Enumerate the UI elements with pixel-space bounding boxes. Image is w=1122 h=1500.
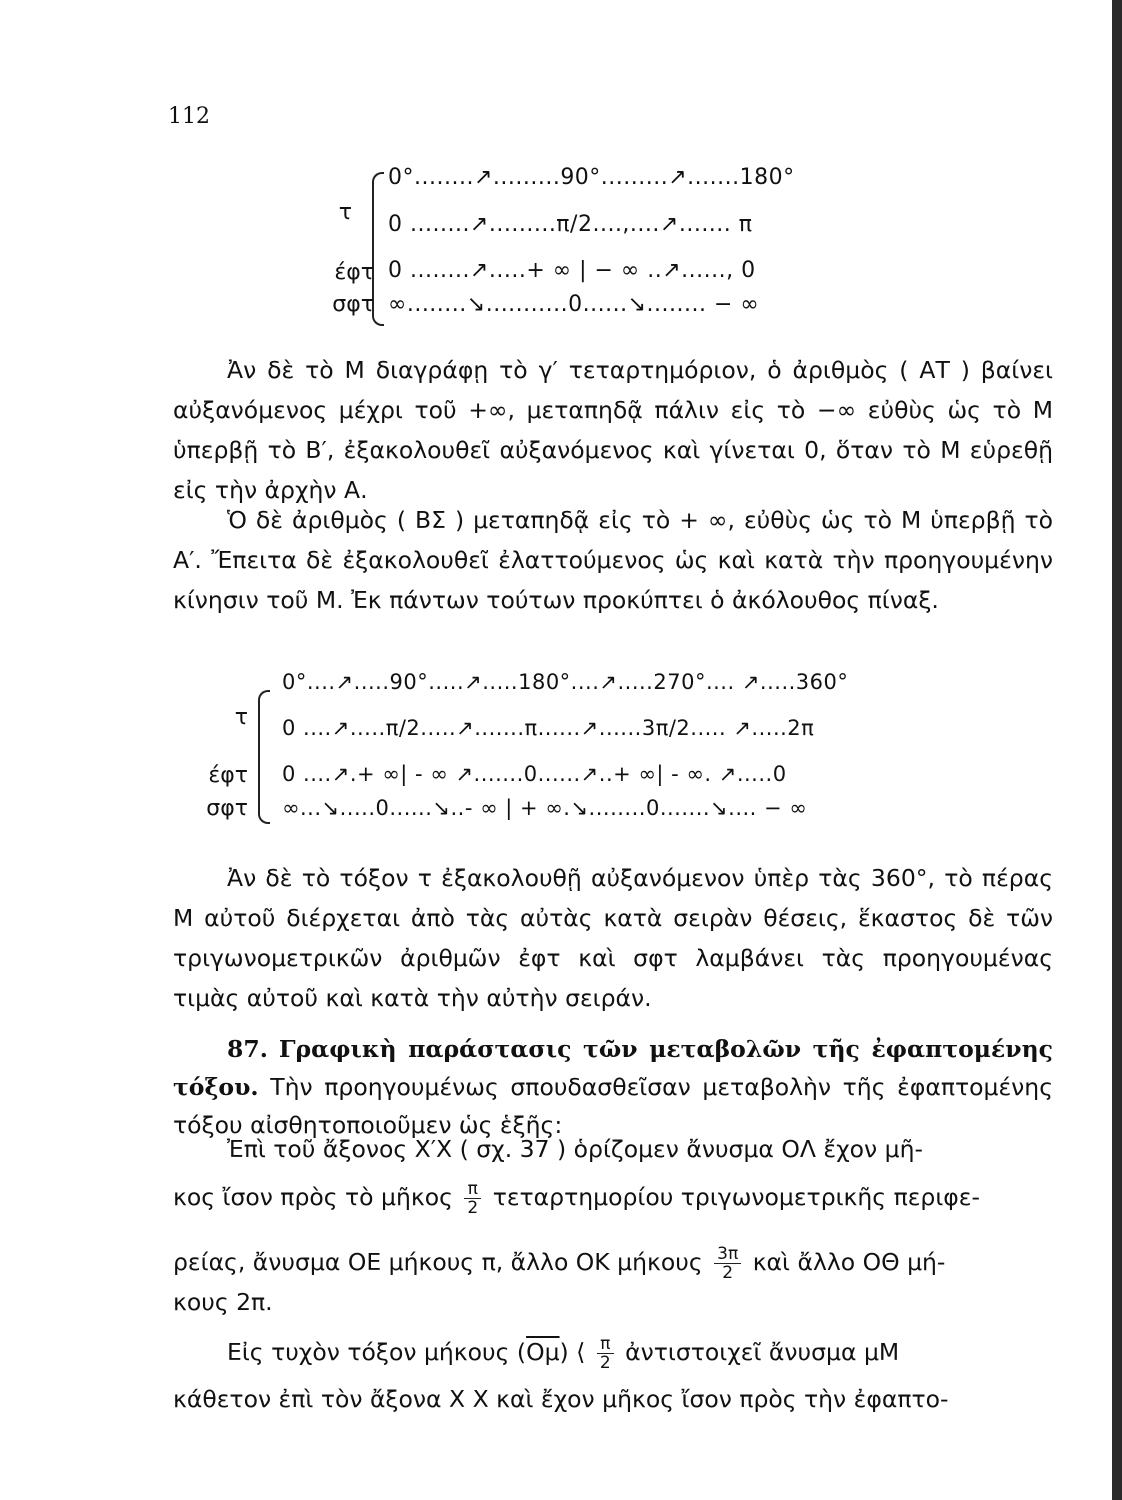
section-text: Τὴν προηγουμένως σπουδασθεῖσαν μεταβολὴν τῆς ἐφαπτομένης τόξου αἰσθητοποιοῦμεν ὡς ἑξῆς: — [173, 1073, 1053, 1139]
fraction-numerator: π — [464, 1180, 481, 1199]
fraction-numerator: 3π — [714, 1245, 741, 1264]
para5-line2-start: κος ἴσον πρὸς τὸ μῆκος — [173, 1183, 453, 1211]
table2-row-eft: 0 ....↗.+ ∞| - ∞ ↗.......0......↗..+ ∞| - ∞. ↗.....0 — [282, 762, 787, 786]
scan-edge — [1112, 0, 1122, 1500]
table2-label-tau: τ — [234, 705, 248, 730]
table1-row-sft: ∞........↘...........0......↘........ − ∞ — [388, 292, 760, 317]
para5-line2-end: τεταρτημορίου τριγωνομετρικῆς περιφε- — [492, 1183, 980, 1211]
table1-row-tau: 0 ........↗.........π/2....,....↗....... π — [388, 212, 753, 237]
para6-less-than: ) ⟨ — [559, 1338, 586, 1366]
table2-label-sft: σφτ — [206, 796, 248, 821]
para6-start: Εἰς τυχὸν τόξον μήκους ( — [227, 1338, 527, 1366]
para6-line-2: κάθετον ἐπὶ τὸν ἄξονα Χ Χ καὶ ἔχον μῆκος ἴσον πρὸς τὴν ἐφαπτο- — [173, 1385, 949, 1413]
para5-line-2 — [173, 1180, 980, 1217]
paragraph-2: Ὁ δὲ ἀριθμὸς ( ΒΣ ) μεταπηδᾷ εἰς τὸ + ∞, εὐθὺς ὡς τὸ Μ ὑπερβῇ τὸ Α′. Ἔπειτα δὲ ἐξακολουθεῖ ἐλαττούμενος ὡς καὶ κατὰ τὴν προηγουμένην κίνησιν τοῦ Μ. Ἐκ πάντων τούτων προκύπτει ὁ ἀκόλουθος πίναξ. — [173, 506, 1053, 614]
page-number: 112 — [168, 104, 210, 129]
para5-line-4: κους 2π. — [173, 1288, 273, 1316]
para5-line3-end: καὶ ἄλλο ΟΘ μή- — [752, 1248, 946, 1276]
fraction-denominator: 2 — [722, 1263, 734, 1283]
fraction-numerator: π — [597, 1335, 614, 1354]
table1-label-sft: σφτ — [332, 292, 374, 317]
fraction-3pi-over-2 — [714, 1245, 741, 1282]
section-87 — [173, 1030, 1053, 1144]
para6-line-1 — [227, 1335, 899, 1372]
table2-row-angle: 0°....↗.....90°.....↗.....180°....↗.....270°.... ↗.....360° — [282, 670, 849, 694]
para5-line-1: Ἐπὶ τοῦ ἄξονος Χ′Χ ( σχ. 37 ) ὁρίζομεν ἄνυσμα ΟΛ ἔχον μῆ- — [227, 1135, 923, 1163]
table2-row-sft: ∞...↘.....0......↘..- ∞ | + ∞.↘........0.......↘.... − ∞ — [282, 796, 808, 820]
table1-label-tau: τ — [338, 200, 352, 225]
table1-row-eft: 0 ........↗.....+ ∞ | − ∞ ..↗......, 0 — [388, 258, 756, 283]
paragraph-1: Ἀν δὲ τὸ Μ διαγράφῃ τὸ γ′ τεταρτημόριον, ὁ ἀριθμὸς ( ΑΤ ) βαίνει αὐξανόμενος μέχρι τοῦ +∞, μεταπηδᾷ πάλιν εἰς τὸ −∞ εὐθὺς ὡς τὸ Μ ὑπερβῇ τὸ Β′, ἐξακολουθεῖ αὐξανόμενος καὶ γίνεται 0, ὅταν τὸ Μ εὑρεθῇ εἰς τὴν ἀρχὴν Α. — [173, 356, 1053, 504]
fraction-pi-over-2-b — [597, 1335, 614, 1372]
para6-end: ἀντιστοιχεῖ ἄνυσμα μΜ — [625, 1338, 900, 1366]
section-title: Γραφικὴ παράστασις τῶν μεταβολῶν τῆς ἐφαπτομένης τόξου. — [173, 1035, 1053, 1101]
para5-line3-start: ρείας, ἄνυσμα ΟΕ μήκους π, ἄλλο ΟΚ μήκους — [173, 1248, 703, 1276]
table2-label-eft: έφτ — [208, 763, 248, 788]
table1-row-angle: 0°........↗.........90°.........↗.......180° — [388, 165, 795, 190]
paragraph-3: Ἀν δὲ τὸ τόξον τ ἐξακολουθῇ αὐξανόμενον ὑπὲρ τὰς 360°, τὸ πέρας Μ αὐτοῦ διέρχεται ἀπὸ τὰς αὐτὰς κατὰ σειρὰν θέσεις, ἕκαστος δὲ τῶν τριγωνομετρικῶν ἀριθμῶν ἐφτ καὶ σφτ λαμβάνει τὰς προηγουμένας τιμὰς αὐτοῦ καὶ κατὰ τὴν αὐτὴν σειράν. — [173, 864, 1053, 1012]
table2-brace — [258, 690, 270, 824]
fraction-pi-over-2 — [464, 1180, 481, 1217]
table2-row-tau: 0 ....↗.....π/2.....↗.......π......↗......3π/2..... ↗.....2π — [282, 716, 815, 740]
section-number: 87. — [227, 1035, 268, 1063]
fraction-denominator: 2 — [599, 1353, 611, 1373]
fraction-denominator: 2 — [467, 1198, 479, 1218]
arc-om: $\overline{O\mu}$ — [526, 1338, 560, 1366]
table1-label-eft: έφτ — [334, 260, 374, 285]
para5-line-3 — [173, 1245, 945, 1282]
